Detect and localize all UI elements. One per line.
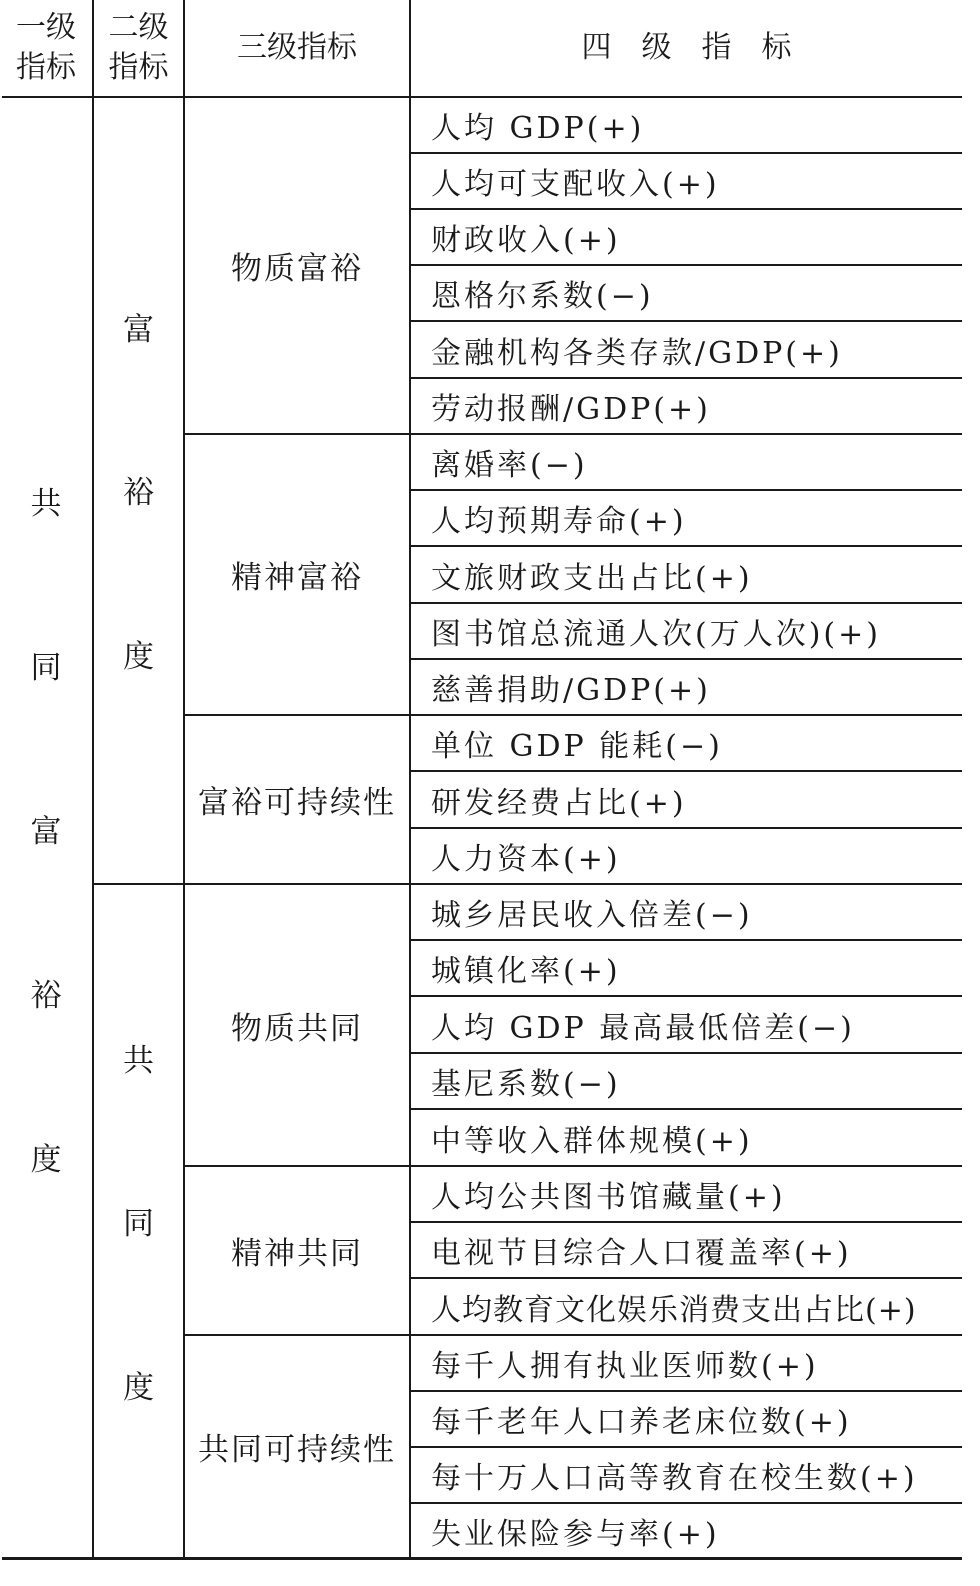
level1-char: 同 xyxy=(30,649,62,686)
header-level1-line: 指标 xyxy=(16,50,76,85)
level2-char: 富 xyxy=(123,312,154,349)
header-level1-line: 一级 xyxy=(16,10,76,45)
level2-char: 裕 xyxy=(123,475,154,512)
level4-indicator: 金融机构各类存款/GDP(+) xyxy=(431,335,843,371)
header-level2-line: 二级 xyxy=(108,10,169,45)
level4-indicator: 人均公共图书馆藏量(+) xyxy=(431,1180,786,1215)
level4-indicator: 人均可支配收入(+) xyxy=(431,167,720,202)
level4-indicator: 基尼系数(−) xyxy=(431,1067,621,1102)
level4-indicator: 每十万人口高等教育在校生数(+) xyxy=(431,1461,918,1496)
level4-indicator: 单位 GDP 能耗(−) xyxy=(431,729,723,764)
level4-indicator: 人均 GDP(+) xyxy=(431,111,645,146)
header-level3: 三级指标 xyxy=(237,30,357,65)
level4-indicator: 人均预期寿命(+) xyxy=(431,504,687,539)
level4-indicator: 人均教育文化娱乐消费支出占比(+) xyxy=(431,1292,917,1328)
level4-indicator: 恩格尔系数(−) xyxy=(431,279,654,314)
header-level2-line: 指标 xyxy=(108,50,169,85)
level4-indicator: 文旅财政支出占比(+) xyxy=(431,560,753,596)
level4-indicator: 失业保险参与率(+) xyxy=(431,1516,720,1552)
header-level1 xyxy=(0,0,92,96)
header-level2 xyxy=(94,0,183,96)
level3-label: 共同可持续性 xyxy=(198,1432,396,1468)
level1-char: 裕 xyxy=(30,977,62,1014)
level2-char: 度 xyxy=(123,1369,154,1406)
level1-char: 富 xyxy=(30,813,62,850)
level4-indicator: 中等收入群体规模(+) xyxy=(431,1123,753,1159)
level4-indicator: 人均 GDP 最高最低倍差(−) xyxy=(431,1010,855,1046)
level3-label: 富裕可持续性 xyxy=(198,785,396,821)
level4-indicator: 城镇化率(+) xyxy=(431,954,621,989)
level4-indicator: 离婚率(−) xyxy=(431,448,588,483)
level4-indicator: 城乡居民收入倍差(−) xyxy=(431,898,753,933)
level2-char: 同 xyxy=(123,1206,154,1243)
table-bottom-rule xyxy=(2,1557,962,1560)
level4-indicator: 每千人拥有执业医师数(+) xyxy=(431,1349,819,1384)
level3-label: 精神共同 xyxy=(231,1236,363,1272)
level1-char: 共 xyxy=(30,485,62,522)
level3-label: 精神富裕 xyxy=(231,560,363,596)
level4-indicator: 电视节目综合人口覆盖率(+) xyxy=(431,1236,852,1271)
level1-char: 度 xyxy=(30,1141,62,1178)
level4-indicator: 财政收入(+) xyxy=(431,223,621,258)
level4-indicator: 慈善捐助/GDP(+) xyxy=(431,673,711,708)
level4-indicator: 人力资本(+) xyxy=(431,842,621,877)
level1-label xyxy=(0,418,92,1238)
level3-label: 物质富裕 xyxy=(231,251,363,287)
header-level4: 四 级 指 标 xyxy=(581,30,792,65)
level4-indicator: 劳动报酬/GDP(+) xyxy=(431,392,711,427)
level4-indicator: 研发经费占比(+) xyxy=(431,785,687,821)
level4-indicator: 每千老年人口养老床位数(+) xyxy=(431,1405,852,1440)
level2-label-wealth xyxy=(94,245,183,735)
level2-label-commonality xyxy=(94,976,183,1466)
level2-char: 共 xyxy=(123,1043,154,1080)
level2-char: 度 xyxy=(123,638,154,675)
level4-indicator: 图书馆总流通人次(万人次)(+) xyxy=(431,617,881,652)
level3-label: 物质共同 xyxy=(231,1010,363,1047)
